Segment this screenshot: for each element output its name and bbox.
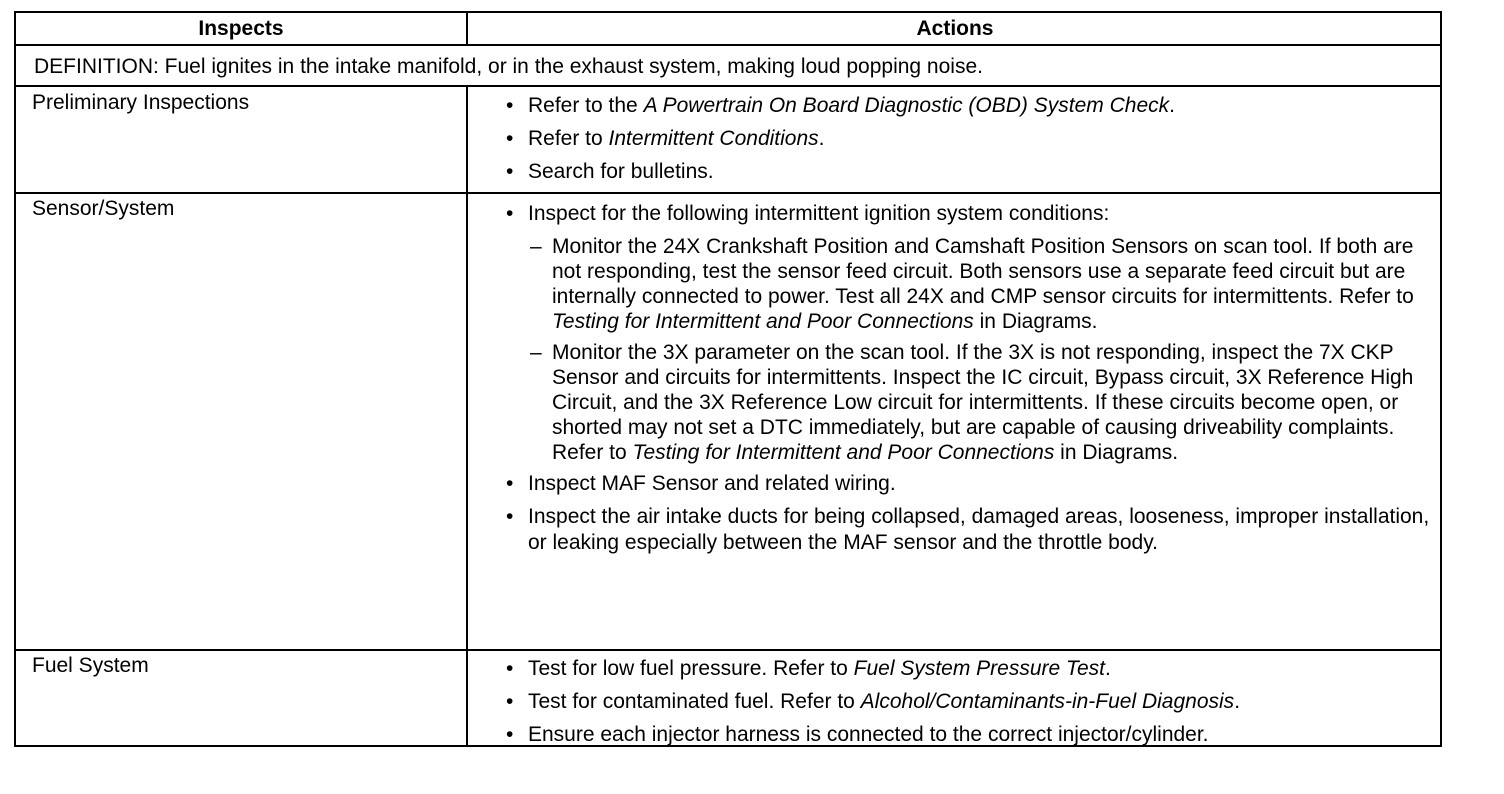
- row-label-sensor-system: Sensor/System: [32, 197, 175, 220]
- header-divider: [16, 44, 1440, 46]
- list-item: • Inspect for the following intermittent ignition system conditions:: [506, 201, 1436, 227]
- reference-link: Fuel System Pressure Test: [853, 657, 1105, 680]
- reference-link: A Powertrain On Board Diagnostic (OBD) System Check: [643, 94, 1170, 117]
- actions-fuel-system: [506, 656, 1436, 755]
- reference-link: Alcohol/Contaminants-in-Fuel Diagnosis: [860, 690, 1235, 713]
- list-item: • Inspect the air intake ducts for being collapsed, damaged areas, looseness, improper installation, or leaking especially between the MAF sensor and the throttle body.: [506, 504, 1436, 556]
- sub-list-item: – Monitor the 24X Crankshaft Position and Camshaft Position Sensors on scan tool. If both are not responding, test the sensor feed circuit. Both sensors use a separate feed circuit but are internally connected to power. Test all 24X and CMP sensor circuits for intermittents. Refer to Testing for Intermittent and Poor Connections in Diagrams.: [518, 234, 1436, 334]
- definition-divider: [16, 85, 1440, 87]
- row-label-preliminary: Preliminary Inspections: [32, 91, 250, 114]
- list-item: • Refer to the A Powertrain On Board Diagnostic (OBD) System Check.: [506, 93, 1436, 119]
- definition-text: DEFINITION: Fuel ignites in the intake manifold, or in the exhaust system, making loud popping noise.: [34, 55, 983, 78]
- list-item: • Inspect MAF Sensor and related wiring.: [506, 471, 1436, 497]
- reference-link: Intermittent Conditions: [608, 127, 819, 150]
- row-divider-sensor: [16, 649, 1440, 651]
- reference-link: Testing for Intermittent and Poor Connections: [552, 310, 974, 333]
- column-divider-body: [466, 85, 468, 745]
- reference-link: Testing for Intermittent and Poor Connections: [632, 441, 1055, 464]
- diagnostic-table: [14, 11, 1442, 747]
- sub-list-item: – Monitor the 3X parameter on the scan tool. If the 3X is not responding, inspect the 7X CKP Sensor and circuits for intermittents. Inspect the IC circuit, Bypass circuit, 3X Reference High Circuit, and the 3X Reference Low circuit for intermittents. If these circuits become open, or shorted may not set a DTC immediately, but are capable of causing driveability complaints. Refer to Testing for Intermittent and Poor Connections in Diagrams.: [518, 340, 1436, 465]
- header-inspects: Inspects: [198, 17, 284, 40]
- list-item: • Test for low fuel pressure. Refer to Fuel System Pressure Test.: [506, 656, 1436, 682]
- actions-preliminary: [506, 93, 1436, 192]
- list-item: • Ensure each injector harness is connected to the correct injector/cylinder.: [506, 722, 1436, 748]
- list-item: • Test for contaminated fuel. Refer to Alcohol/Contaminants-in-Fuel Diagnosis.: [506, 689, 1436, 715]
- row-divider-preliminary: [16, 192, 1440, 194]
- actions-sensor-system: [506, 201, 1436, 563]
- list-item: • Search for bulletins.: [506, 159, 1436, 185]
- header-actions: Actions: [916, 17, 994, 40]
- row-label-fuel-system: Fuel System: [32, 654, 149, 677]
- list-item: • Refer to Intermittent Conditions.: [506, 126, 1436, 152]
